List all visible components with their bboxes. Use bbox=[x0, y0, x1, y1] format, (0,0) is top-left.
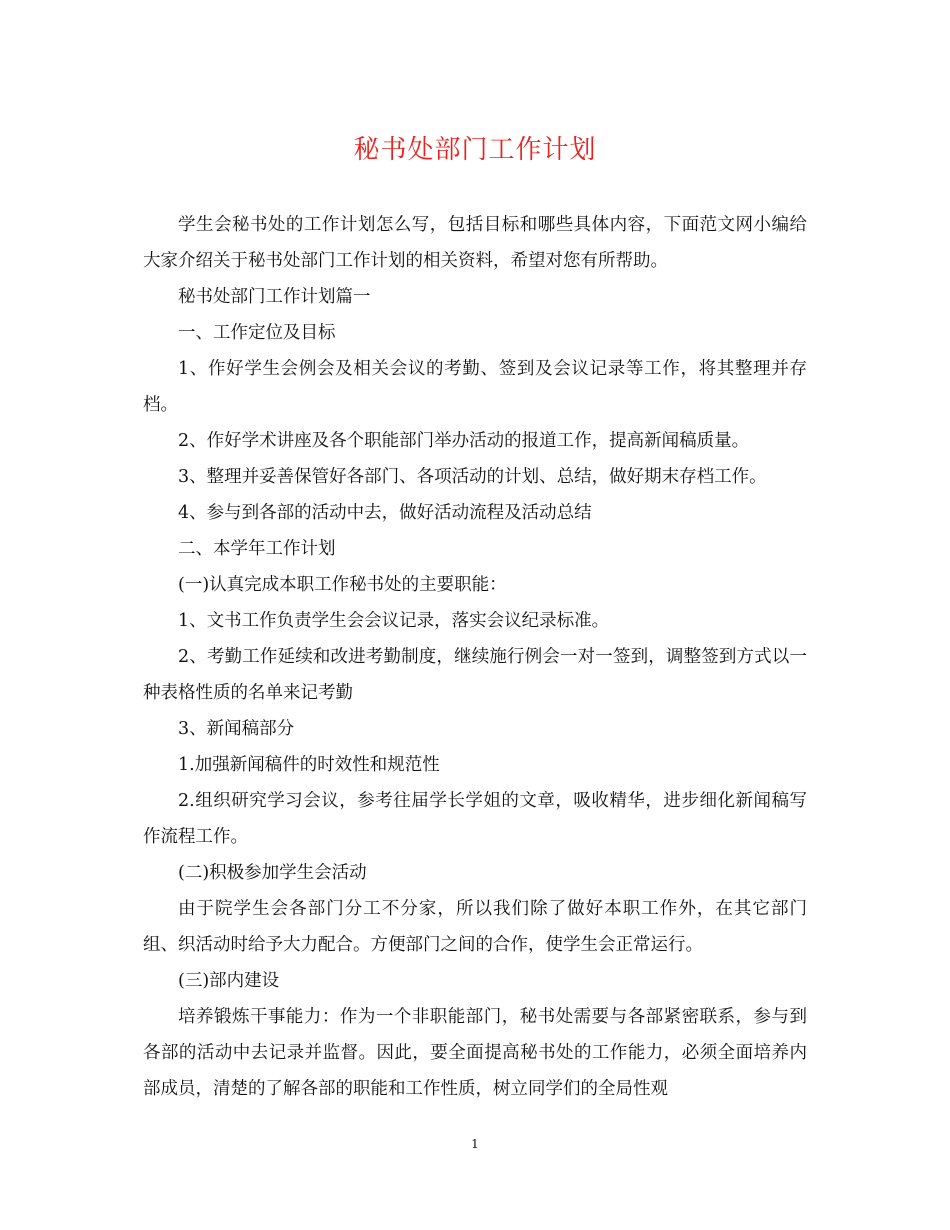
paragraph: 2、作好学术讲座及各个职能部门举办活动的报道工作，提高新闻稿质量。 bbox=[178, 431, 750, 451]
paragraph: 3、新闻稿部分 bbox=[178, 719, 295, 739]
paragraph: 培养锻炼干事能力：作为一个非职能部门，秘书处需要与各部紧密联系，参与到各部的活动中去记录并监督。因此，要全面提高秘书处的工作能力，必须全面培养内部成员，清楚的了解各部的职能和工作性质，树立同学们的全局性观 bbox=[143, 1007, 807, 1099]
paragraph: 1、作好学生会例会及相关会议的考勤、签到及会议记录等工作，将其整理并存档。 bbox=[143, 359, 807, 415]
paragraph: (二)积极参加学生会活动 bbox=[178, 863, 367, 883]
section-heading: 二、本学年工作计划 bbox=[178, 539, 336, 559]
paragraph: 1、文书工作负责学生会会议记录，落实会议纪录标准。 bbox=[178, 611, 610, 631]
paragraph: 2、考勤工作延续和改进考勤制度，继续施行例会一对一签到，调整签到方式以一种表格性质的名单来记考勤 bbox=[143, 647, 807, 703]
document-title: 秘书处部门工作计划 bbox=[353, 135, 597, 165]
paragraph: 3、整理并妥善保管好各部门、各项活动的计划、总结，做好期末存档工作。 bbox=[178, 467, 767, 487]
page-number: 1 bbox=[471, 1137, 479, 1151]
document-body bbox=[143, 207, 807, 1107]
paragraph: (一)认真完成本职工作秘书处的主要职能： bbox=[178, 575, 507, 595]
paragraph: 1.加强新闻稿件的时效性和规范性 bbox=[178, 755, 440, 775]
paragraph: 由于院学生会各部门分工不分家，所以我们除了做好本职工作外，在其它部门组、织活动时给予大力配合。方便部门之间的合作，使学生会正常运行。 bbox=[143, 899, 807, 955]
paragraph: 学生会秘书处的工作计划怎么写，包括目标和哪些具体内容，下面范文网小编给大家介绍关于秘书处部门工作计划的相关资料，希望对您有所帮助。 bbox=[143, 215, 807, 271]
section-heading: 一、工作定位及目标 bbox=[178, 323, 336, 343]
paragraph: 2.组织研究学习会议，参考往届学长学姐的文章，吸收精华，进步细化新闻稿写作流程工作。 bbox=[143, 791, 807, 847]
paragraph: 秘书处部门工作计划篇一 bbox=[178, 287, 371, 307]
paragraph: (三)部内建设 bbox=[178, 971, 280, 991]
paragraph: 4、参与到各部的活动中去，做好活动流程及活动总结 bbox=[178, 503, 592, 523]
